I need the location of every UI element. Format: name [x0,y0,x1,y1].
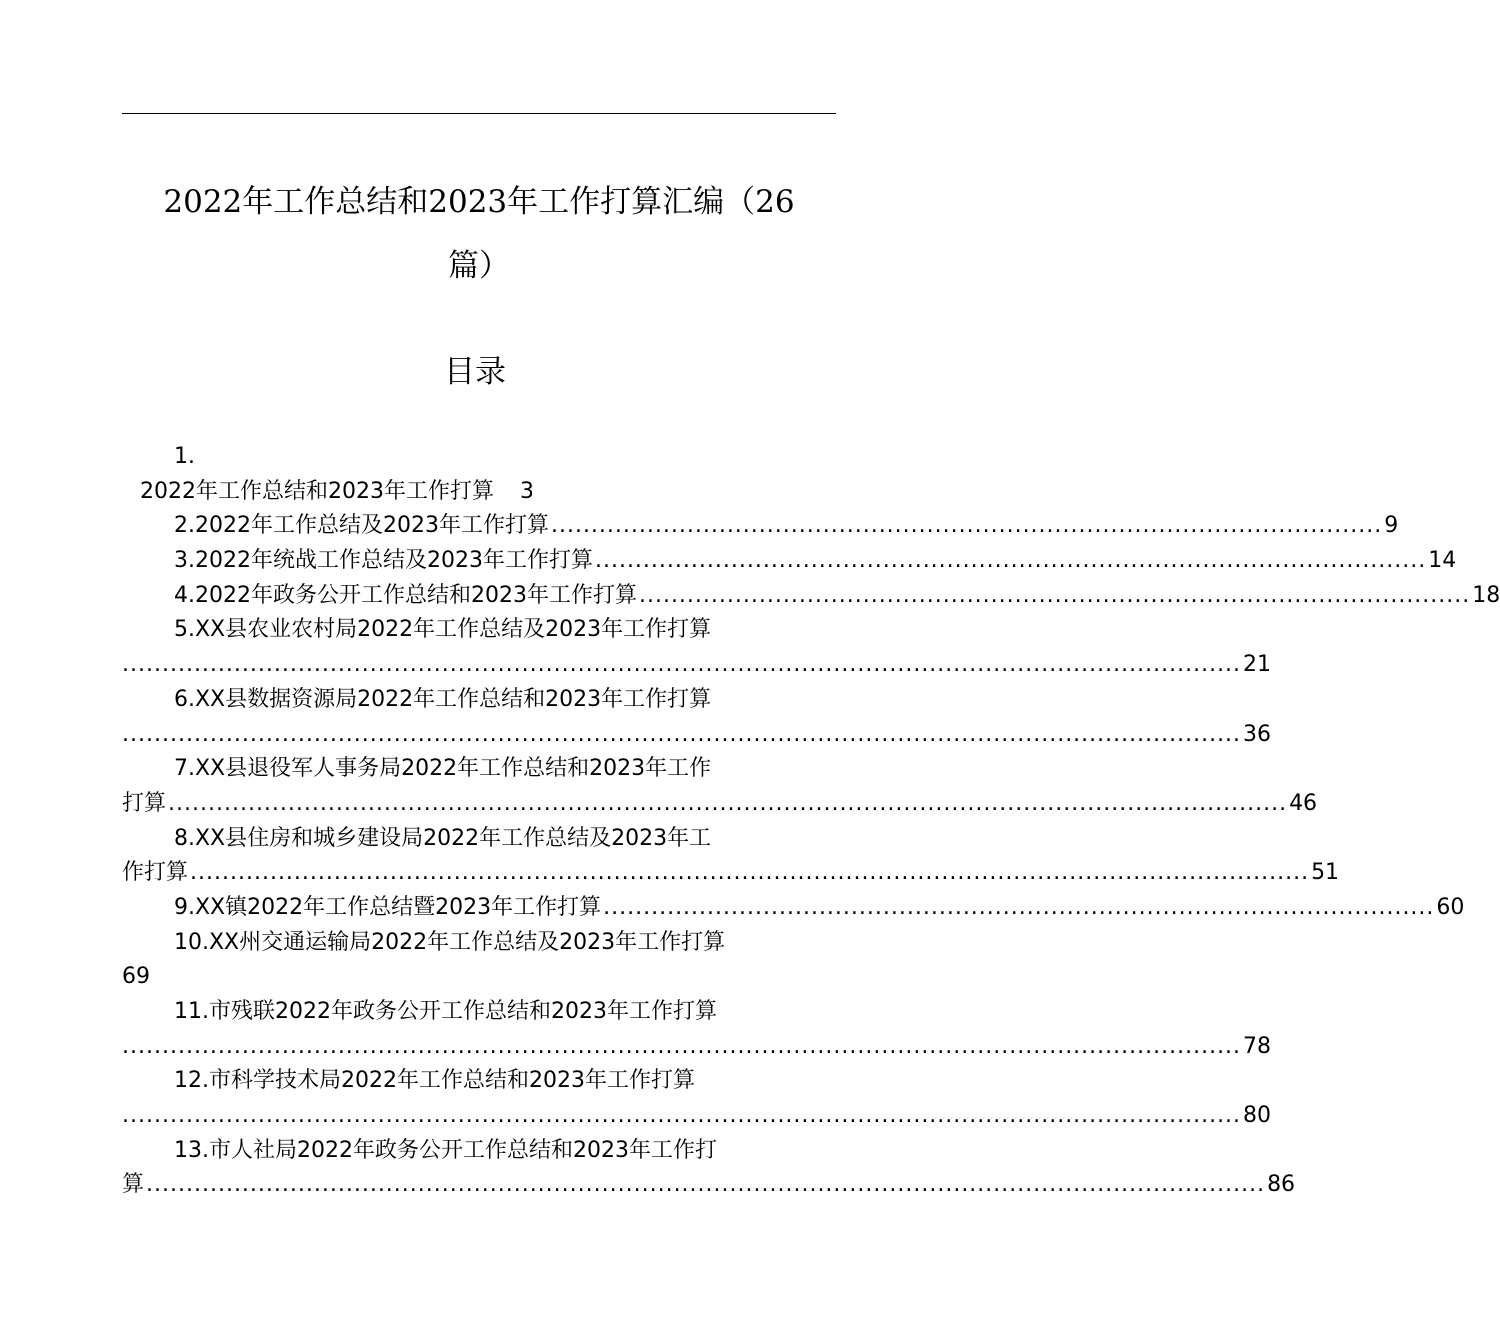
toc-entry-page: 21 [1243,652,1272,678]
toc-leader-dots: ........................................................................................................ [594,548,1427,574]
toc-entry-page: 36 [1243,721,1272,747]
document-title-line1: 2022年工作总结和2023年工作打算汇编（26 [163,184,795,220]
toc-entry-page: 86 [1267,1172,1296,1198]
toc-entry-page: 9 [1384,513,1399,539]
toc-entry-11-leader[interactable] [122,1030,1272,1065]
toc-entry-page: 3 [519,478,534,504]
toc-leader-dots: ........................................................................................................ [550,513,1383,539]
toc-leader-dots: ........................................................................................................ [603,894,1435,920]
toc-entry-10-page[interactable]: 69 [122,964,150,990]
toc-entry-6-leader[interactable] [122,718,1272,753]
toc-entry-page: 51 [1311,860,1340,886]
toc-entry-label: 3.2022年统战工作总结及2023年工作打算 [174,548,593,574]
toc-leader-dots: ............................................................................................................................................ [122,721,1242,747]
document-title-line2: 篇） [448,248,510,284]
toc-entry-3[interactable] [122,544,1457,579]
toc-entry-1-number[interactable]: 1. [174,444,195,469]
toc-entry-9[interactable] [122,891,1465,926]
toc-entry-label: 9.XX镇2022年工作总结暨2023年工作打算 [174,894,602,920]
toc-entry-label: 4.2022年政务公开工作总结和2023年工作打算 [174,582,637,608]
toc-entry-4[interactable] [122,579,1500,614]
toc-entry-10[interactable]: 10.XX州交通运输局2022年工作总结及2023年工作打算 [174,929,726,955]
toc-entry-12-leader[interactable] [122,1099,1272,1134]
toc-entry-8[interactable]: 8.XX县住房和城乡建设局2022年工作总结及2023年工 [174,825,712,851]
toc-entry-11[interactable]: 11.市残联2022年政务公开工作总结和2023年工作打算 [174,999,717,1024]
toc-entry-13-leader[interactable] [122,1168,1296,1203]
toc-entry-label: 2022年工作总结和2023年工作打算 [140,478,494,504]
toc-entry-page: 80 [1243,1103,1272,1129]
toc-entry-6[interactable]: 6.XX县数据资源局2022年工作总结和2023年工作打算 [174,686,712,712]
toc-entry-5-leader[interactable] [122,648,1272,683]
toc-entry-page: 18 [1472,582,1500,608]
toc-leader-dots: ............................................................................................................................................ [122,652,1242,678]
toc-entry-page: 46 [1289,790,1318,816]
toc-entry-12[interactable]: 12.市科学技术局2022年工作总结和2023年工作打算 [174,1068,695,1094]
toc-entry-13[interactable]: 13.市人社局2022年政务公开工作总结和2023年工作打 [174,1137,717,1163]
toc-entry-1[interactable] [122,475,836,510]
toc-entry-page: 60 [1436,894,1465,920]
toc-entry-label-cont: 算 [122,1172,145,1198]
toc-entry-label-cont: 作打算 [122,860,189,886]
toc-entry-8-leader[interactable] [122,856,1340,891]
document-title [122,170,836,298]
toc-entry-2[interactable] [122,509,1399,544]
toc-entry-page: 78 [1243,1033,1272,1059]
table-of-contents [122,440,1500,1203]
toc-leader-dots: ............................................................................................................................................ [190,860,1310,886]
toc-leader-dots: ........................................................................................................ [638,582,1471,608]
toc-leader-dots: ............................................................................................................................................ [168,790,1288,816]
toc-leader-dots: ............................................................................................................................................ [122,1033,1242,1059]
toc-leader-dots: ............................................................................................................................................ [122,1103,1242,1129]
header-rule [122,113,836,114]
toc-heading: 目录 [444,354,506,390]
toc-leader-dots: ............................................................................................................................................ [146,1172,1266,1198]
toc-entry-7-leader[interactable] [122,787,1318,822]
toc-entry-7[interactable]: 7.XX县退役军人事务局2022年工作总结和2023年工作 [174,756,712,782]
toc-entry-label-cont: 打算 [122,790,167,816]
toc-entry-page: 14 [1428,548,1457,574]
toc-entry-5[interactable]: 5.XX县农业农村局2022年工作总结及2023年工作打算 [174,617,712,643]
toc-entry-label: 2.2022年工作总结及2023年工作打算 [174,513,549,539]
